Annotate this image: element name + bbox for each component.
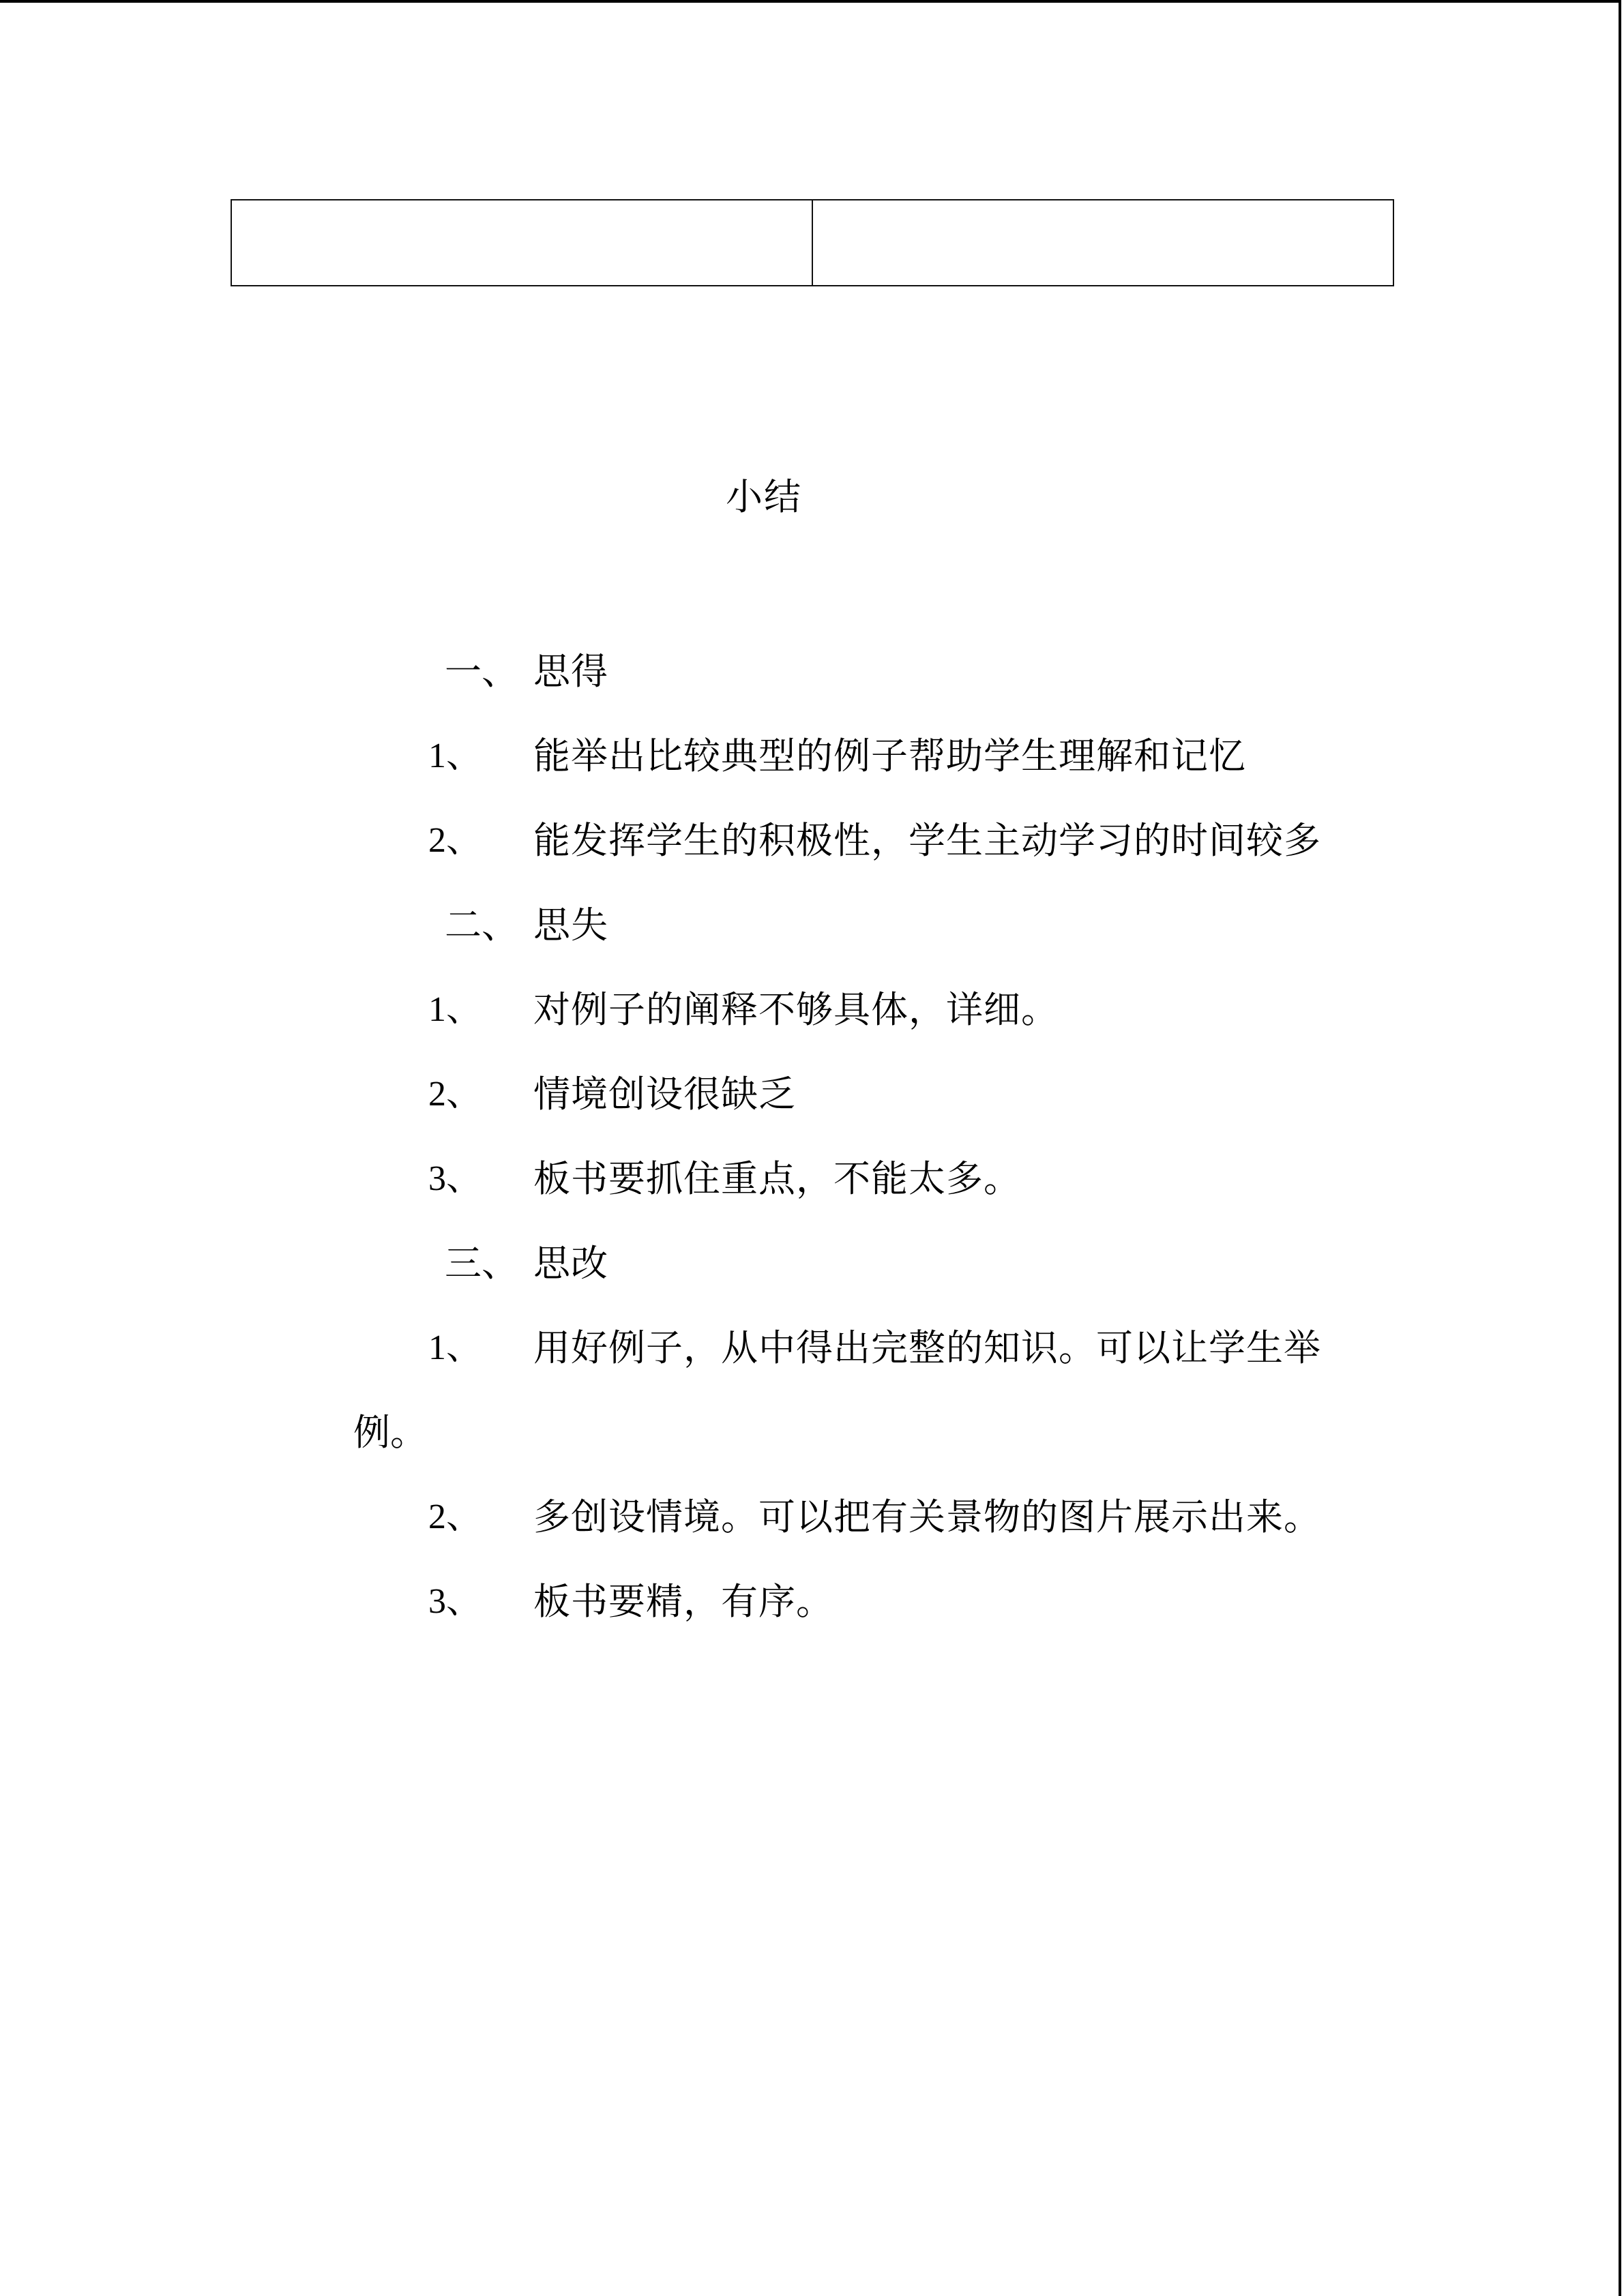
- section-title: 思失: [533, 904, 608, 946]
- item-text: 对例子的阐释不够具体，详细。: [533, 988, 1059, 1031]
- item-text: 板书要精，有序。: [533, 1580, 833, 1623]
- section-number: 一、: [445, 650, 518, 693]
- item-number: 1、: [428, 1328, 482, 1367]
- item-text: 用好例子，从中得出完整的知识。可以让学生举: [533, 1326, 1321, 1369]
- table-cell-right: [812, 200, 1393, 286]
- item-number: 2、: [428, 1497, 482, 1536]
- section-number: 三、: [445, 1242, 518, 1285]
- section-number: 二、: [445, 904, 518, 946]
- item-number: 2、: [428, 1075, 482, 1114]
- item-number: 2、: [428, 821, 482, 860]
- section-title: 思得: [533, 650, 608, 693]
- item-number: 1、: [428, 990, 482, 1029]
- item-text-continuation: 例。: [353, 1411, 427, 1454]
- empty-table: [231, 199, 1394, 286]
- item-text: 能发挥学生的积极性，学生主动学习的时间较多: [533, 819, 1321, 862]
- item-text: 能举出比较典型的例子帮助学生理解和记忆: [533, 734, 1246, 777]
- item-number: 3、: [428, 1159, 482, 1198]
- item-text: 情境创设很缺乏: [533, 1073, 796, 1116]
- item-text: 多创设情境。可以把有关景物的图片展示出来。: [533, 1495, 1321, 1538]
- item-number: 3、: [428, 1582, 482, 1621]
- page-title: 小结: [726, 475, 802, 518]
- item-number: 1、: [428, 736, 482, 775]
- table-cell-left: [231, 200, 812, 286]
- item-text: 板书要抓住重点，不能太多。: [533, 1157, 1021, 1200]
- table-row: [231, 200, 1393, 286]
- section-title: 思改: [533, 1242, 608, 1285]
